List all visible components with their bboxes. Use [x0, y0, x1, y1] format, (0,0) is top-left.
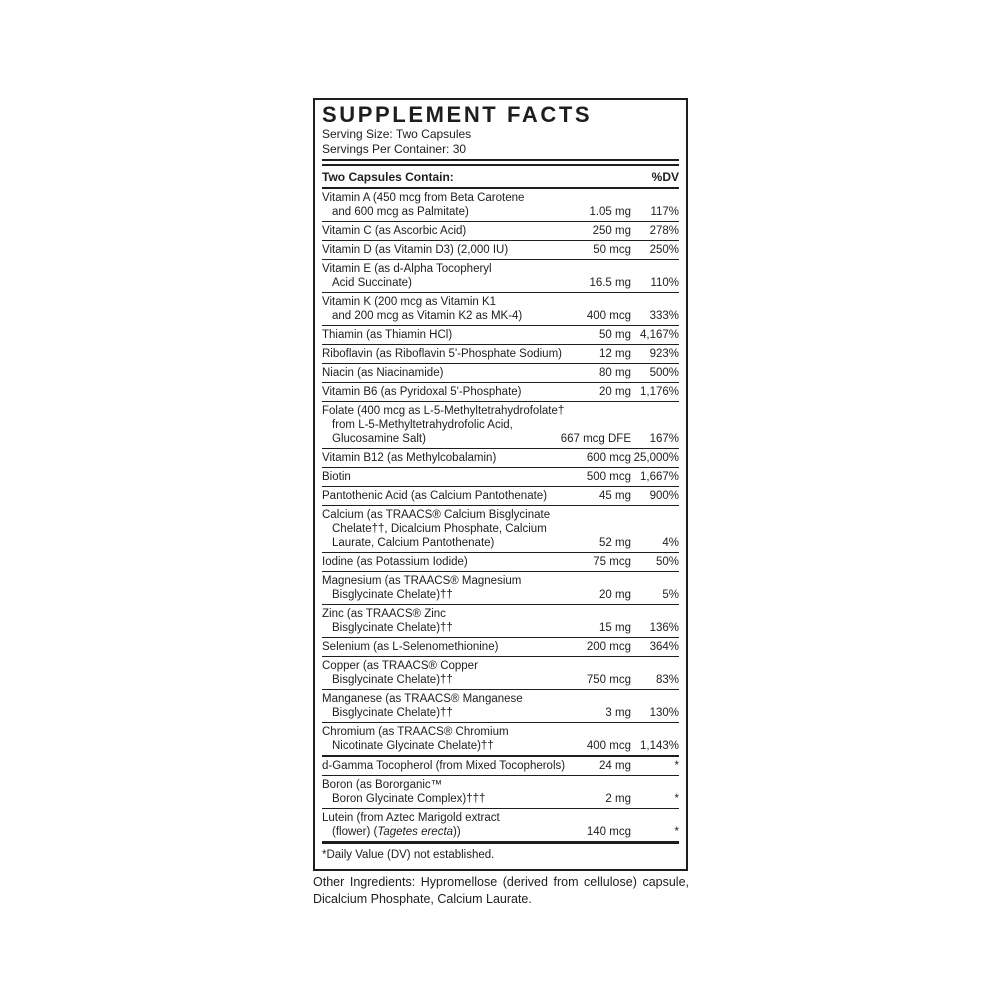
- nutrient-row: [322, 505, 679, 552]
- nutrient-row: [322, 689, 679, 722]
- nutrient-amount: 12 mg: [599, 348, 631, 360]
- nutrient-dv: *: [674, 793, 679, 805]
- nutrient-rows: [322, 189, 679, 841]
- nutrient-row: [322, 189, 679, 221]
- nutrient-name: Boron (as Bororganic™ Boron Glycinate Complex)†††: [322, 779, 486, 805]
- nutrient-amount: 600 mcg: [586, 452, 631, 464]
- nutrient-amount: 750 mcg: [586, 674, 631, 686]
- double-rule-divider: [322, 159, 679, 166]
- nutrient-dv: 117%: [650, 206, 679, 218]
- dv-footnote: *Daily Value (DV) not established.: [322, 841, 679, 864]
- nutrient-amount: 24 mg: [599, 760, 631, 772]
- table-header: [322, 166, 679, 189]
- nutrient-amount: 16.5 mg: [589, 277, 631, 289]
- nutrient-name: Vitamin B6 (as Pyridoxal 5'-Phosphate): [322, 386, 522, 398]
- nutrient-dv: 50%: [655, 556, 679, 568]
- nutrient-row: [322, 637, 679, 656]
- nutrient-amount: 2 mg: [605, 793, 631, 805]
- nutrient-dv: 136%: [649, 622, 679, 634]
- nutrient-row: [322, 401, 679, 448]
- nutrient-name: Vitamin E (as d-Alpha Tocopheryl Acid Succinate): [322, 263, 492, 289]
- nutrient-row: [322, 292, 679, 325]
- serving-size: Serving Size: Two Capsules: [322, 127, 472, 141]
- nutrient-amount: 250 mg: [592, 225, 631, 237]
- nutrient-row: [322, 221, 679, 240]
- nutrient-name: Calcium (as TRAACS® Calcium Bisglycinate Chelate††, Dicalcium Phosphate, Calcium Laurate, Calcium Pantothenate): [322, 509, 551, 549]
- other-ingredients: Other Ingredients: Hypromellose (derived from cellulose) capsule, Dicalcium Phosphate, Calcium Laurate.: [313, 875, 689, 906]
- nutrient-dv: 130%: [649, 707, 679, 719]
- nutrient-amount: 75 mcg: [593, 556, 631, 568]
- nutrient-row: [322, 722, 679, 755]
- servings-per-container: Servings Per Container: 30: [322, 141, 467, 156]
- nutrient-amount: 20 mg: [599, 386, 631, 398]
- nutrient-dv: 250%: [649, 244, 679, 256]
- nutrient-amount: 50 mg: [599, 329, 631, 341]
- nutrient-name: Folate (400 mcg as L-5-Methyltetrahydrofolate† from L-5-Methyltetrahydrofolic Acid, Glucosamine Salt): [322, 405, 565, 445]
- nutrient-row: [322, 325, 679, 344]
- nutrient-dv: 110%: [650, 277, 679, 289]
- nutrient-name: Chromium (as TRAACS® Chromium Nicotinate Glycinate Chelate)††: [322, 726, 509, 752]
- nutrient-name: Vitamin C (as Ascorbic Acid): [322, 225, 467, 237]
- nutrient-name: Selenium (as L-Selenomethionine): [322, 641, 499, 653]
- nutrient-row: [322, 755, 679, 775]
- nutrient-name: Vitamin A (450 mcg from Beta Carotene and 600 mcg as Palmitate): [322, 192, 525, 218]
- nutrient-row: [322, 382, 679, 401]
- nutrient-amount: 50 mcg: [593, 244, 631, 256]
- nutrient-row: [322, 240, 679, 259]
- nutrient-row: [322, 448, 679, 467]
- nutrient-amount: 500 mcg: [586, 471, 631, 483]
- nutrient-name: Vitamin K (200 mcg as Vitamin K1 and 200 mcg as Vitamin K2 as MK-4): [322, 296, 523, 322]
- nutrient-amount: 45 mg: [599, 490, 631, 502]
- nutrient-dv: 900%: [649, 490, 679, 502]
- nutrient-row: [322, 467, 679, 486]
- nutrient-name: Biotin: [322, 471, 351, 483]
- nutrient-name: Magnesium (as TRAACS® Magnesium Bisglycinate Chelate)††: [322, 575, 522, 601]
- nutrient-dv: 5%: [662, 589, 679, 601]
- nutrient-name: Thiamin (as Thiamin HCl): [322, 329, 453, 341]
- nutrient-row: [322, 775, 679, 808]
- nutrient-row: [322, 259, 679, 292]
- nutrient-amount: 400 mcg: [586, 740, 631, 752]
- nutrient-dv: 167%: [649, 433, 679, 445]
- nutrient-row: [322, 363, 679, 382]
- nutrient-amount: 52 mg: [599, 537, 631, 549]
- nutrient-name: Riboflavin (as Riboflavin 5'-Phosphate Sodium): [322, 348, 562, 360]
- label-title: SUPPLEMENT FACTS: [322, 102, 593, 127]
- nutrient-name: Copper (as TRAACS® Copper Bisglycinate Chelate)††: [322, 660, 478, 686]
- nutrient-name: Iodine (as Potassium Iodide): [322, 556, 468, 568]
- nutrient-dv: 278%: [649, 225, 679, 237]
- nutrient-amount: 20 mg: [599, 589, 631, 601]
- nutrient-amount: 3 mg: [605, 707, 631, 719]
- nutrient-name: Niacin (as Niacinamide): [322, 367, 444, 379]
- nutrient-dv: 25,000%: [633, 452, 679, 464]
- nutrient-row: [322, 656, 679, 689]
- nutrient-dv: 4,167%: [639, 329, 679, 341]
- nutrient-row: [322, 808, 679, 841]
- nutrient-dv: 923%: [649, 348, 679, 360]
- nutrient-name: d-Gamma Tocopherol (from Mixed Tocopherols): [322, 760, 566, 772]
- nutrient-dv: 1,143%: [639, 740, 679, 752]
- nutrient-name: Vitamin D (as Vitamin D3) (2,000 IU): [322, 244, 509, 256]
- nutrient-amount: 400 mcg: [586, 310, 631, 322]
- nutrient-name: Manganese (as TRAACS® Manganese Bisglycinate Chelate)††: [322, 693, 523, 719]
- nutrient-dv: 4%: [662, 537, 679, 549]
- nutrient-amount: 1.05 mg: [589, 206, 631, 218]
- nutrient-name: Vitamin B12 (as Methylcobalamin): [322, 452, 497, 464]
- supplement-facts-label: [313, 98, 688, 871]
- nutrient-name: Lutein (from Aztec Marigold extract (flower) (Tagetes erecta)): [322, 812, 500, 838]
- nutrient-dv: *: [674, 826, 679, 838]
- nutrient-row: [322, 344, 679, 363]
- nutrient-amount: 140 mcg: [586, 826, 631, 838]
- nutrient-dv: *: [674, 760, 679, 772]
- nutrient-amount: 80 mg: [599, 367, 631, 379]
- nutrient-row: [322, 571, 679, 604]
- table-header-contains: Two Capsules Contain:: [322, 170, 454, 184]
- nutrient-dv: 1,667%: [639, 471, 679, 483]
- nutrient-row: [322, 552, 679, 571]
- nutrient-dv: 83%: [655, 674, 679, 686]
- nutrient-row: [322, 604, 679, 637]
- nutrient-row: [322, 486, 679, 505]
- nutrient-dv: 500%: [649, 367, 679, 379]
- nutrient-amount: 667 mcg DFE: [560, 433, 631, 445]
- nutrient-dv: 364%: [649, 641, 679, 653]
- nutrient-dv: 1,176%: [639, 386, 679, 398]
- nutrient-amount: 15 mg: [599, 622, 631, 634]
- nutrient-amount: 200 mcg: [586, 641, 631, 653]
- nutrient-name: Pantothenic Acid (as Calcium Pantothenate): [322, 490, 548, 502]
- nutrient-dv: 333%: [649, 310, 679, 322]
- table-header-dv: %DV: [651, 170, 679, 184]
- nutrient-name: Zinc (as TRAACS® Zinc Bisglycinate Chelate)††: [322, 608, 453, 634]
